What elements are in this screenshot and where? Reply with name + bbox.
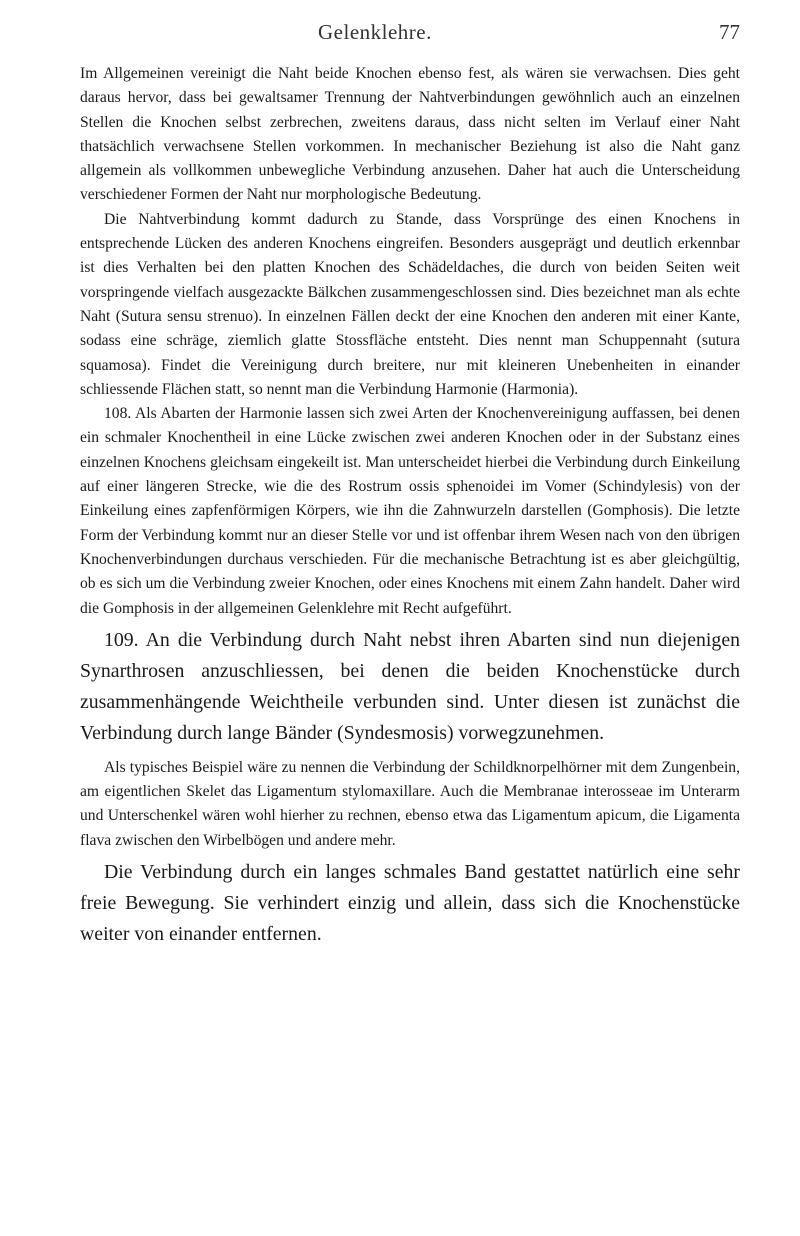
paragraph-suture-types: Die Nahtverbindung kommt dadurch zu Stande, dass Vorsprünge des einen Knochens in entsprechende Lücken des anderen Knochens eingreifen. Besonders ausgeprägt und deutlich erkennbar ist dies Verhalten bei den platten Knochen des Schädeldaches, die durch von beiden Seiten weit vorspringende vielfach ausgezackte Bälkchen zusammengeschlossen sind. Dies bezeichnet man als echte Naht (Sutura sensu strenuo). In einzelnen Fällen deckt der eine Knochen den anderen mit einer Kante, sodass eine schräge, ziemlich glatte Stossfläche entsteht. Dies nennt man Schuppennaht (sutura squamosa). Findet die Vereinigung durch breitere, nur mit kleineren Unebenheiten in einander schliessende Flächen statt, so nennt man die Verbindung Harmonie (Harmonia). xyxy=(80,210,740,398)
paragraph-band-movement: Die Verbindung durch ein langes schmales Band gestattet natürlich eine sehr freie Bewegung. Sie verhindert einzig und allein, dass sich die Knochenstücke weiter von einander entfernen. xyxy=(80,860,740,946)
running-title: Gelenklehre. xyxy=(318,20,432,44)
page-header xyxy=(80,0,740,62)
paragraph-suture-strength: Im Allgemeinen vereinigt die Naht beide Knochen ebenso fest, als wären sie verwachsen. Dies geht daraus hervor, dass bei gewaltsamer Trennung der Nahtverbindungen gewöhnlich auch an einzelnen Stellen die Knochen selbst zerbrechen, zweitens daraus, dass nicht selten im Verlauf einer Naht thatsächlich verwachsene Stellen vorkommen. In mechanischer Beziehung ist also die Naht ganz allgemein als vollkommen unbewegliche Verbindung anzusehen. Daher hat auch die Unterscheidung verschiedener Formen der Naht nur morphologische Bedeutung. xyxy=(80,65,740,204)
book-page xyxy=(80,0,740,950)
paragraph-108-schindylesis-gomphosis: 108. Als Abarten der Harmonie lassen sich zwei Arten der Knochenvereinigung auffassen, bei denen ein schmaler Knochentheil in eine Lücke zwischen zwei anderen Knochen oder in der Substanz eines einzelnen Knochens gleichsam eingekeilt ist. Man unterscheidet hierbei die Verbindung durch Einkeilung auf einer längeren Strecke, wie die des Rostrum ossis sphenoidei im Vomer (Schindylesis) von der Einkeilung eines zapfenförmigen Körpers, wie ihn die Zahnwurzeln darstellen (Gomphosis). Die letzte Form der Verbindung kommt nur an dieser Stelle vor und ist offenbar ihrem Wesen nach von den übrigen Knochenverbindungen durchaus verschieden. Für die mechanische Betrachtung ist es aber gleichgültig, ob es sich um die Verbindung zweier Knochen, oder eines Knochens mit einem Zahn handelt. Daher wird die Gomphosis in der allgemeinen Gelenklehre mit Recht aufgeführt. xyxy=(80,405,740,617)
page-number: 77 xyxy=(719,20,740,44)
paragraph-109-syndesmosis-intro: 109. An die Verbindung durch Naht nebst ihren Abarten sind nun diejenigen Synarthrosen anzuschliessen, bei denen die beiden Knochenstücke durch zusammenhängende Weichtheile verbunden sind. Unter diesen ist zunächst die Verbindung durch lange Bänder (Syndesmosis) vorwegzunehmen. xyxy=(80,628,740,745)
paragraph-syndesmosis-examples: Als typisches Beispiel wäre zu nennen die Verbindung der Schildknorpelhörner mit dem Zungenbein, am eigentlichen Skelet das Ligamentum stylomaxillare. Auch die Membranae interosseae im Unterarm und Unterschenkel wären wohl hierher zu rechnen, ebenso etwa das Ligamentum apicum, die Ligamenta flava zwischen den Wirbelbögen und andere mehr. xyxy=(80,758,740,849)
